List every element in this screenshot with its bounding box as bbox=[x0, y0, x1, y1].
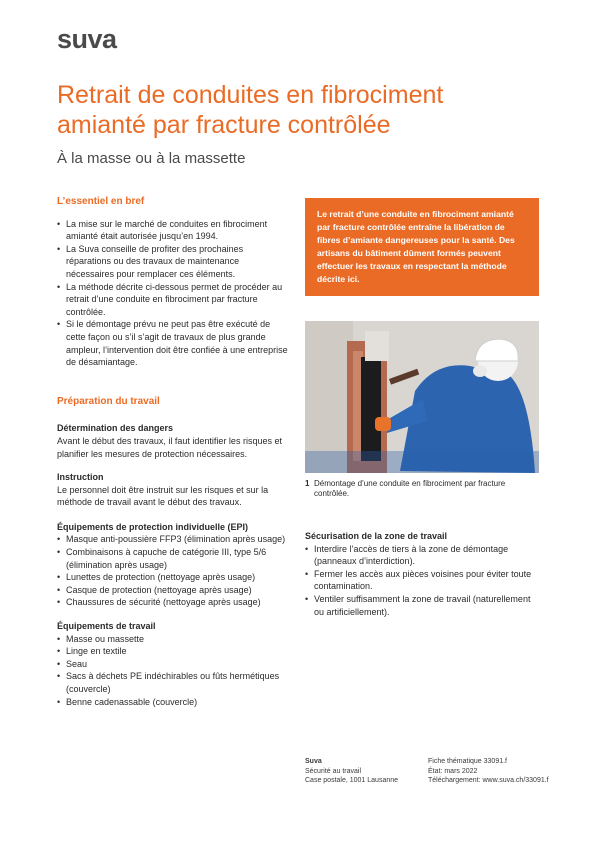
list-item: • Linge en textile bbox=[57, 645, 289, 658]
list-item: • Lunettes de protection (nettoyage après usage) bbox=[57, 571, 289, 584]
footer-org-line2: Sécurité au travail bbox=[305, 767, 362, 775]
suva-logo: suva bbox=[57, 24, 117, 54]
preparation-heading: Préparation du travail bbox=[57, 395, 160, 407]
essentiel-heading: L’essentiel en bref bbox=[57, 196, 145, 207]
epi-heading: Équipements de protection individuelle (EPI) bbox=[57, 521, 249, 532]
list-item: • La mise sur le marché de conduites en fibrociment amianté était autorisée jusqu’en 1994. bbox=[57, 218, 289, 243]
equipements-section bbox=[57, 620, 289, 708]
pipe-removal-photo bbox=[305, 321, 539, 473]
footer-org-line3: Case postale, 1001 Lausanne bbox=[305, 777, 399, 784]
footer-ref-line3: Téléchargement: www.suva.ch/33091.f bbox=[428, 777, 549, 784]
page-subtitle: À la masse ou à la massette bbox=[57, 150, 246, 167]
list-item: • Seau bbox=[57, 658, 289, 671]
photo-caption bbox=[305, 479, 539, 499]
list-item: • La Suva conseille de profiter des prochaines réparations ou des travaux de maintenance nécessaires pour remplacer ces éléments. bbox=[57, 243, 289, 281]
page-title: Retrait de conduites en fibrociment amianté par fracture contrôlée bbox=[57, 81, 444, 139]
list-item: • Si le démontage prévu ne peut pas être exécuté de cette façon ou s’il s’agit de travaux de plus grande ampleur, l’intervention doit être confiée à une entreprise de désamiantage. bbox=[57, 318, 289, 368]
epi-list bbox=[57, 533, 289, 609]
caption-number: 1 bbox=[305, 479, 310, 488]
instruction-heading: Instruction bbox=[57, 472, 104, 483]
footer-ref-line1: Fiche thématique 33091.f bbox=[428, 758, 507, 765]
dangers-section bbox=[57, 422, 289, 460]
list-item: • Sacs à déchets PE indéchirables ou fûts hermétiques (couvercle) bbox=[57, 670, 289, 695]
footer-ref bbox=[428, 757, 549, 786]
list-item: • Combinaisons à capuche de catégorie III, type 5/6 (élimination après usage) bbox=[57, 546, 289, 571]
list-item: • Masque anti-poussière FFP3 (élimination après usage) bbox=[57, 533, 289, 546]
dangers-text: Avant le début des travaux, il faut identifier les risques et planifier les mesures de protection nécessaires. bbox=[57, 435, 282, 459]
list-item: • Chaussures de sécurité (nettoyage après usage) bbox=[57, 596, 289, 609]
instruction-section bbox=[57, 471, 289, 509]
list-item: • La méthode décrite ci-dessous permet de procéder au retrait d’une conduite en fibrociment par fracture contrôlée. bbox=[57, 281, 289, 319]
list-item: • Benne cadenassable (couvercle) bbox=[57, 696, 289, 709]
list-item: • Ventiler suffisamment la zone de travail (naturellement ou artificiellement). bbox=[305, 593, 539, 618]
list-item: • Masse ou massette bbox=[57, 633, 289, 646]
list-item: • Fermer les accès aux pièces voisines pour éviter toute contamination. bbox=[305, 568, 539, 593]
warning-callout bbox=[305, 198, 539, 296]
epi-section bbox=[57, 521, 289, 609]
footer-ref-line2: État: mars 2022 bbox=[428, 767, 478, 775]
right-column bbox=[305, 530, 539, 618]
footer-org bbox=[305, 757, 398, 786]
footer-org-name: Suva bbox=[305, 758, 322, 765]
securisation-heading: Sécurisation de la zone de travail bbox=[305, 531, 448, 541]
left-column bbox=[57, 196, 289, 719]
caption-text: Démontage d’une conduite en fibrociment par fracture contrôlée. bbox=[314, 479, 506, 498]
equipements-heading: Équipements de travail bbox=[57, 621, 156, 632]
equipements-list bbox=[57, 633, 289, 709]
essentiel-list bbox=[57, 218, 289, 369]
list-item: • Interdire l’accès de tiers à la zone de démontage (panneaux d’interdiction). bbox=[305, 543, 539, 568]
callout-text: Le retrait d’une conduite en fibrociment amianté par fracture contrôlée entraîne la libération de fibres d’amiante dangereuses pour la santé. Des artisans du bâtiment dûment formés peuvent effectuer les travaux en respectant la méthode décrite ici. bbox=[317, 209, 515, 284]
securisation-list bbox=[305, 543, 539, 619]
photo-illustration bbox=[305, 321, 539, 473]
dangers-heading: Détermination des dangers bbox=[57, 423, 174, 434]
instruction-text: Le personnel doit être instruit sur les risques et sur la méthode de travail avant le début des travaux. bbox=[57, 484, 269, 508]
list-item: • Casque de protection (nettoyage après usage) bbox=[57, 584, 289, 597]
